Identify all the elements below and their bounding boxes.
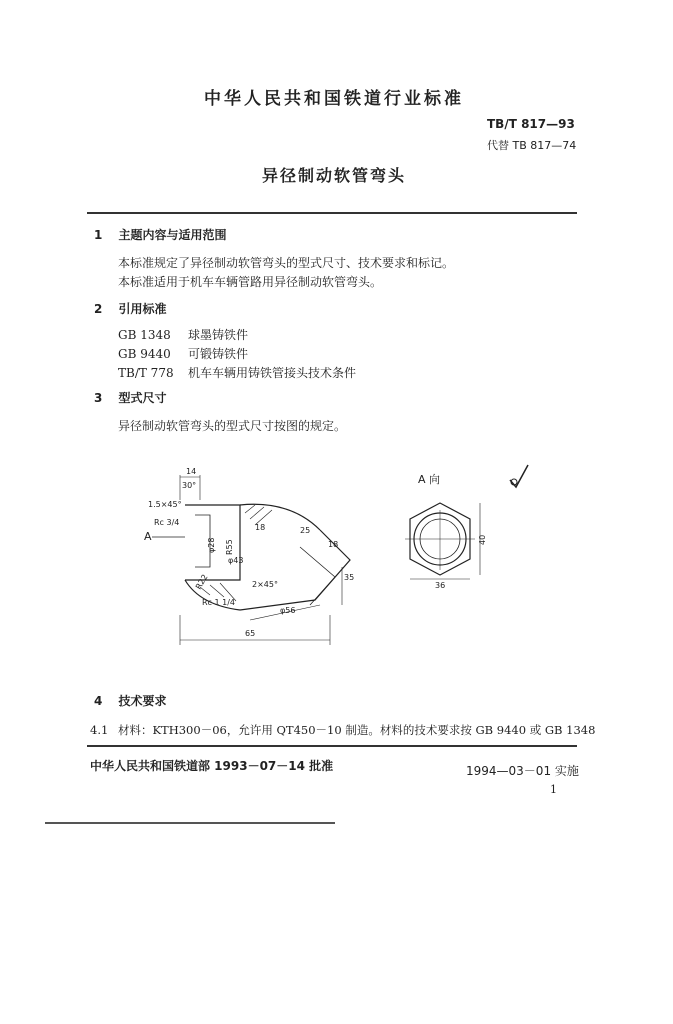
- dim-35: 35: [344, 573, 355, 582]
- section-4-title: 技术要求: [118, 694, 167, 708]
- section-2-heading: [94, 300, 167, 317]
- section-1-para-1: 本标准规定了异径制动软管弯头的型式尺寸、技术要求和标记。: [118, 256, 455, 270]
- dim-18a: 18: [255, 523, 266, 532]
- reference-name: 可锻铸铁件: [188, 347, 249, 361]
- dim-18b: 18: [328, 540, 339, 549]
- section-4-heading: [94, 692, 167, 709]
- dim-rc114: Rc 1 1/4: [202, 598, 236, 607]
- section-3-number: 3: [94, 391, 103, 405]
- dim-r22: R22: [193, 572, 210, 591]
- dim-chamfer-2: 2×45°: [252, 580, 278, 589]
- item-text: 材料：KTH300－06，允许用 QT450－10 制造。材料的技术要求按 GB 9440 或 GB 1348: [117, 723, 596, 737]
- dim-30-degrees: 30°: [182, 481, 197, 490]
- section-1-para-2: 本标准适用于机车车辆管路用异径制动软管弯头。: [118, 275, 383, 289]
- reference-row: [118, 364, 356, 381]
- section-4-number: 4: [94, 694, 103, 708]
- reference-row: [118, 326, 248, 343]
- view-arrow-a: A: [144, 530, 152, 543]
- org-title: 中华人民共和国铁道行业标准: [204, 89, 464, 109]
- reference-name: 机车车辆用铸铁管接头技术条件: [188, 366, 357, 380]
- dim-40: 40: [478, 534, 487, 545]
- reference-code: TB/T 778: [118, 366, 174, 380]
- section-1-number: 1: [94, 228, 103, 242]
- header-divider: [87, 212, 577, 214]
- view-label-a: A 向: [418, 473, 441, 486]
- dim-14: 14: [186, 467, 197, 476]
- dim-rc34: Rc 3/4: [154, 518, 180, 527]
- dim-25: 25: [300, 526, 311, 535]
- dim-phi28: φ28: [207, 537, 216, 553]
- page-number: 1: [550, 783, 557, 796]
- section-2-title: 引用标准: [118, 302, 167, 316]
- dim-chamfer-1: 1.5×45°: [148, 500, 182, 509]
- replaces-standard: 代替 TB 817—74: [487, 139, 577, 152]
- reference-code: GB 9440: [118, 347, 171, 361]
- reference-row: [118, 345, 248, 362]
- reference-name: 球墨铸铁件: [188, 328, 249, 342]
- section-3-title: 型式尺寸: [118, 391, 167, 405]
- section-1-title: 主题内容与适用范围: [118, 228, 227, 242]
- bottom-scan-line: [45, 822, 335, 824]
- dim-65: 65: [245, 629, 256, 638]
- standard-number: TB/T 817—93: [487, 117, 575, 131]
- section-4-item-1: [90, 722, 595, 738]
- dim-phi56: φ56: [280, 606, 296, 615]
- section-1-heading: [94, 226, 227, 243]
- elbow-drawing: [140, 455, 580, 655]
- section-3-para-1: 异径制动软管弯头的型式尺寸按图的规定。: [118, 419, 347, 433]
- item-number: 4.1: [90, 723, 109, 737]
- dim-phi43: φ43: [228, 556, 244, 565]
- dim-36: 36: [435, 581, 446, 590]
- effective-date: 1994—03－01 实施: [466, 764, 579, 778]
- footer-divider: [87, 745, 577, 747]
- document-title: 异径制动软管弯头: [262, 166, 407, 185]
- reference-code: GB 1348: [118, 328, 171, 342]
- approval-line: 中华人民共和国铁道部 1993－07－14 批准: [90, 759, 334, 773]
- section-2-number: 2: [94, 302, 103, 316]
- section-3-heading: [94, 389, 167, 406]
- dim-r55: R55: [225, 539, 234, 555]
